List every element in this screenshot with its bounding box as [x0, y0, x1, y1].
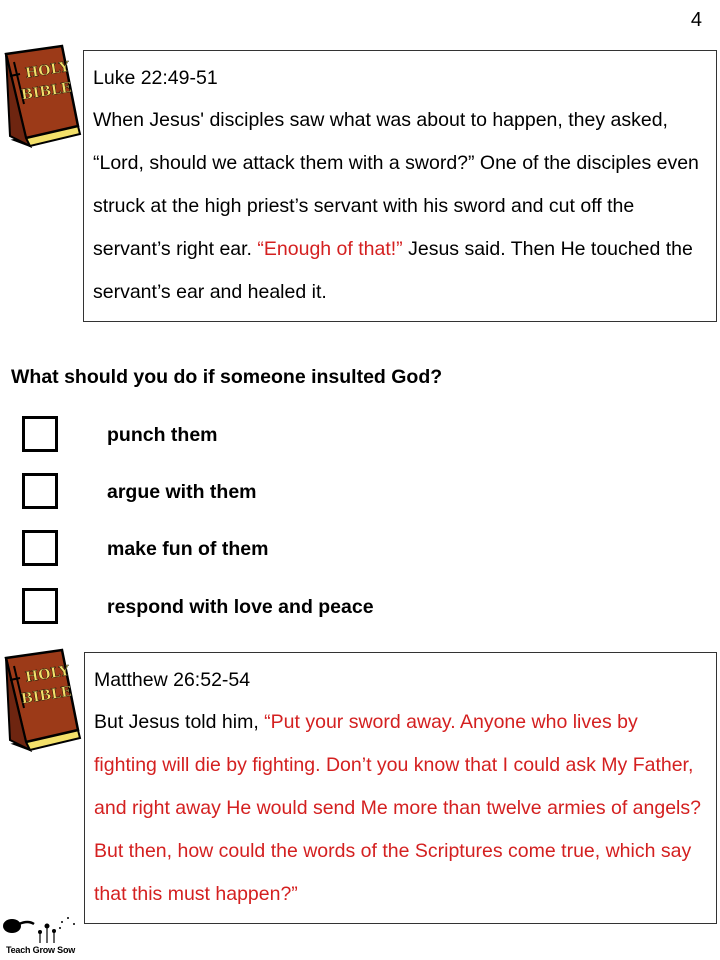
page-number: 4 [690, 9, 702, 31]
verse-text [94, 701, 706, 916]
bible-label-holy: HOLY [24, 59, 71, 82]
checkbox[interactable] [22, 473, 58, 509]
verse-text-narration-end: Jesus said. Then He touched the servant’s ear and healed it. [93, 238, 693, 303]
option-label: argue with them [107, 481, 257, 503]
bible-label-bible: BIBLE [20, 79, 73, 104]
checkbox[interactable] [22, 588, 58, 624]
verse-text-narration: When Jesus' disciples saw what was about to happen, they asked, “Lord, should we attack them with a sword?” One of the disciples even struck at the high priest’s servant with his sword and cut off the servant’s right ear. [93, 109, 699, 260]
logo-text: Teach Grow Sow [6, 945, 76, 955]
option-respond-with-love[interactable] [22, 588, 622, 624]
jesus-quote: “Enough of that!” [257, 238, 403, 260]
teach-grow-sow-logo [2, 912, 84, 958]
option-punch-them[interactable] [22, 416, 622, 452]
checkbox[interactable] [22, 530, 58, 566]
question-prompt: What should you do if someone insulted God? [11, 366, 443, 388]
holy-bible-icon [4, 44, 82, 148]
bible-label-holy: HOLY [24, 663, 71, 686]
option-make-fun-of-them[interactable] [22, 530, 622, 566]
verse-box-luke [83, 50, 717, 322]
verse-text [93, 99, 706, 314]
watering-can-logo-icon [2, 912, 84, 944]
option-argue-with-them[interactable] [22, 473, 622, 509]
bible-label-bible: BIBLE [20, 683, 73, 708]
verse-box-matthew [84, 652, 717, 924]
jesus-quote: “Put your sword away. Anyone who lives by fighting will die by fighting. Don’t you know that I could ask My Father, and right away He would send Me more than twelve armies of angels? But then, how could the words of the Scriptures come true, which say that this must happen?” [94, 711, 701, 905]
option-label: respond with love and peace [107, 596, 374, 618]
holy-bible-icon [4, 648, 82, 752]
option-label: make fun of them [107, 538, 269, 560]
verse-text-narration: But Jesus told him, [94, 711, 259, 733]
verse-reference: Luke 22:49-51 [93, 67, 218, 89]
option-label: punch them [107, 424, 218, 446]
checkbox[interactable] [22, 416, 58, 452]
verse-reference: Matthew 26:52-54 [94, 669, 251, 691]
